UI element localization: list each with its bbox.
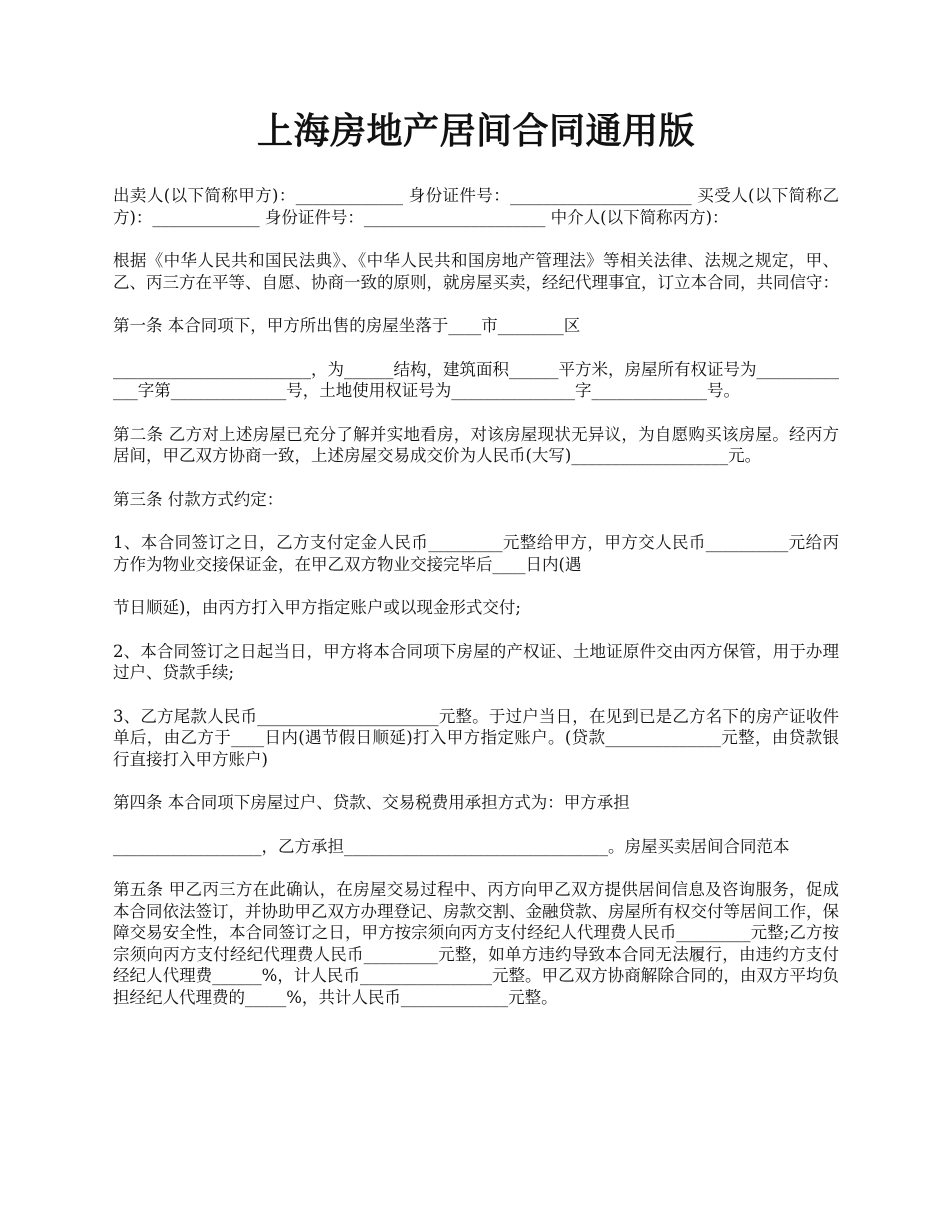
preamble-paragraph: 根据《中华人民共和国民法典》、《中华人民共和国房地产管理法》等相关法律、法规之规定，甲、乙、丙三方在平等、自愿、协商一致的原则，就房屋买卖，经纪代理事宜，订立本合同，共同信守： [113, 251, 839, 292]
article-1-continued-paragraph: ________________________，为______结构，建筑面积______平方米，房屋所有权证号为_____________字第______________号，土地使用权证号为_______________字______________号。 [113, 359, 839, 401]
parties-paragraph: 出卖人(以下简称甲方)：_____________ 身份证件号：______________________ 买受人(以下简称乙方)：_____________ 身份证件号：______________________ 中介人(以下简称丙方)： [113, 186, 839, 227]
article-3-heading: 第三条 付款方式约定： [113, 489, 284, 509]
article-5-paragraph: 第五条 甲乙丙三方在此确认，在房屋交易过程中、丙方向甲乙双方提供居间信息及咨询服务，促成本合同依法签订，并协助甲乙双方办理登记、房款交割、金融贷款、房屋所有权交付等居间工作，保障交易安全性，本合同签订之日，甲方按宗须向丙方支付经纪人代理费人民币_________元整;乙方按宗须向丙方支付经纪代理费人民币_________元整，如单方违约导致本合同无法履行，由违约方支付经纪人代理费______%，计人民币________________元整。甲乙双方协商解除合同的，由双方平均负担经纪人代理费的_____%，共计人民币_____________元整。 [113, 880, 839, 1007]
article-2-paragraph: 第二条 乙方对上述房屋已充分了解并实地看房，对该房屋现状无异议，为自愿购买该房屋。经丙方居间，甲乙双方协商一致，上述房屋交易成交价为人民币(大写)___________________元。 [113, 424, 839, 466]
document-page [113, 110, 839, 1030]
article-3-item-2-paragraph: 2、本合同签订之日起当日，甲方将本合同项下房屋的产权证、土地证原件交由丙方保管，用于办理过户、贷款手续; [113, 641, 839, 683]
article-3-item-3-paragraph: 3、乙方尾款人民币______________________元整。于过户当日，在见到已是乙方名下的房产证收件单后，由乙方于____日内(遇节假日顺延)打入甲方指定账户。(贷款______________元整，由贷款银行直接打入甲方账户) [113, 706, 839, 769]
article-1-paragraph: 第一条 本合同项下，甲方所出售的房屋坐落于____市________区 [113, 316, 581, 336]
document-title: 上海房地产居间合同通用版 [256, 110, 695, 152]
article-4-continued-paragraph: __________________，乙方承担________________________________。房屋买卖居间合同范本 [113, 836, 790, 856]
article-3-item-1-continued-paragraph: 节日顺延)，由丙方打入甲方指定账户或以现金形式交付; [113, 598, 521, 618]
article-4-paragraph: 第四条 本合同项下房屋过户、贷款、交易税费用承担方式为：甲方承担 [113, 793, 630, 813]
article-3-item-1-paragraph: 1、本合同签订之日，乙方支付定金人民币_________元整给甲方，甲方交人民币__________元给丙方作为物业交接保证金，在甲乙双方物业交接完毕后____日内(遇 [113, 533, 839, 574]
